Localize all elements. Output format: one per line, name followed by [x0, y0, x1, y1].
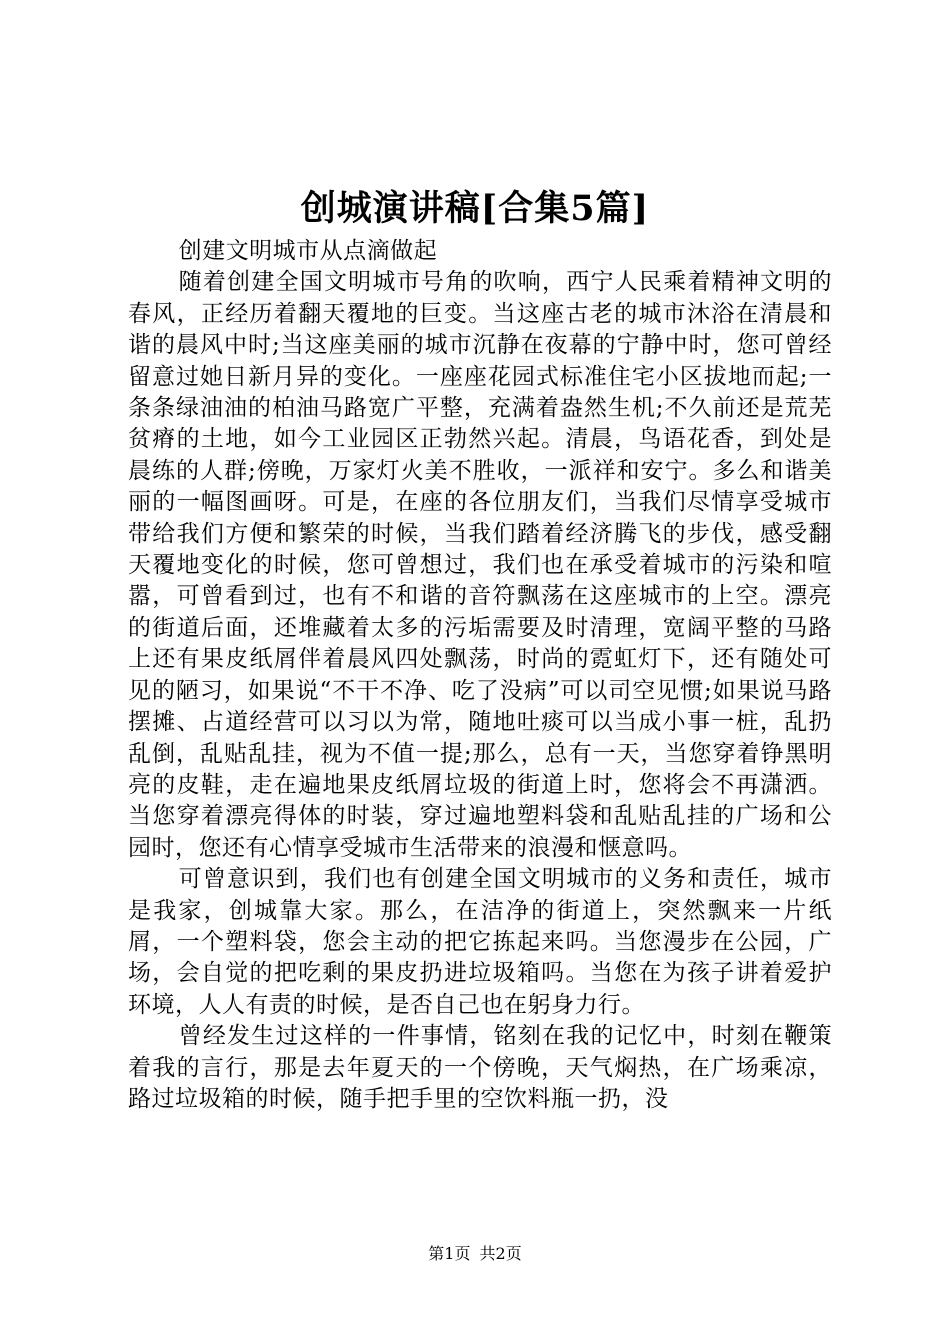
body-paragraph: 可曾意识到，我们也有创建全国文明城市的义务和责任，城市是我家，创城靠大家。那么，在洁净的街道上，突然飘来一片纸屑，一个塑料袋，您会主动的把它拣起来吗。当您漫步在公园，广场，会自觉的把吃剩的果皮扔进垃圾箱吗。当您在为孩子讲着爱护环境，人人有责的时候，是否自己也在躬身力行。 — [128, 866, 832, 1018]
body-paragraph: 曾经发生过这样的一件事情，铭刻在我的记忆中，时刻在鞭策着我的言行，那是去年夏天的一个傍晚，天气焖热，在广场乘凉，路过垃圾箱的时候，随手把手里的空饮料瓶一扔，没 — [128, 1023, 832, 1112]
body-paragraph: 随着创建全国文明城市号角的吹响，西宁人民乘着精神文明的春风，正经历着翻天覆地的巨变。当这座古老的城市沐浴在清晨和谐的晨风中时;当这座美丽的城市沉静在夜幕的宁静中时，您可曾经留意过她日新月异的变化。一座座花园式标准住宅小区拔地而起;一条条绿油油的柏油马路宽广平整，充满着盎然生机;不久前还是荒芜贫瘠的土地，如今工业园区正勃然兴起。清晨，鸟语花香，到处是晨练的人群;傍晚，万家灯火美不胜收，一派祥和安宁。多么和谐美丽的一幅图画呀。可是，在座的各位朋友们，当我们尽情享受城市带给我们方便和繁荣的时候，当我们踏着经济腾飞的步伐，感受翻天覆地变化的时候，您可曾想过，我们也在承受着城市的污染和喧嚣，可曾看到过，也有不和谐的音符飘荡在这座城市的上空。漂亮的街道后面，还堆藏着太多的污垢需要及时清理，宽阔平整的马路上还有果皮纸屑伴着晨风四处飘荡，时尚的霓虹灯下，还有随处可见的陋习，如果说“不干不净、吃了没病”可以司空见惯;如果说马路摆摊、占道经营可以习以为常，随地吐痰可以当成小事一桩，乱扔乱倒，乱贴乱挂，视为不值一提;那么，总有一天，当您穿着铮黑明亮的皮鞋，走在遍地果皮纸屑垃圾的街道上时，您将会不再潇洒。当您穿着漂亮得体的时装，穿过遍地塑料袋和乱贴乱挂的广场和公园时，您还有心情享受城市生活带来的浪漫和惬意吗。 — [128, 269, 832, 861]
page-footer — [0, 1243, 950, 1265]
page-number: 第1页 — [428, 1244, 471, 1263]
section-heading: 创建文明城市从点滴做起 — [178, 238, 438, 264]
document-body — [128, 236, 832, 1115]
page-total: 共2页 — [479, 1244, 522, 1263]
document-title: 创城演讲稿[合集5篇] — [300, 188, 650, 229]
